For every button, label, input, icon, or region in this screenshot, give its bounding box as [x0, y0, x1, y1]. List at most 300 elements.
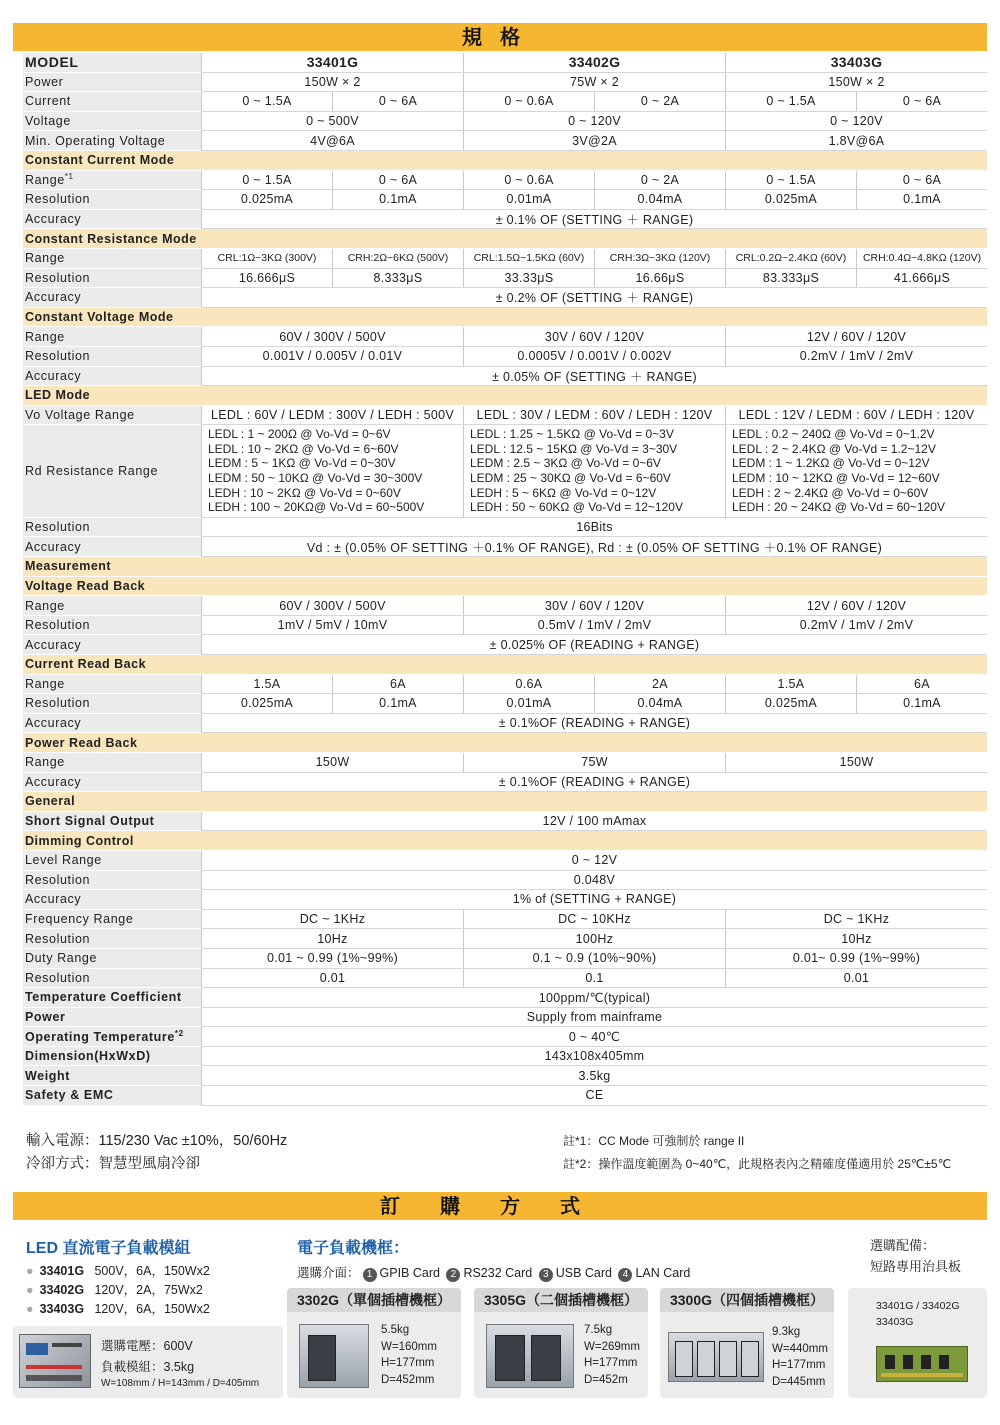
row-label — [23, 112, 201, 132]
row-label — [23, 518, 201, 538]
order-banner: 訂購方式 — [13, 1192, 987, 1220]
spec-row-cv-acc — [23, 367, 987, 387]
row-label — [23, 969, 201, 989]
row-label-text: Accuracy — [25, 368, 82, 383]
model-name: 33401G — [39, 1264, 85, 1278]
cell-value: 30V / 60V / 120V — [463, 327, 725, 347]
cell-value: 0 ~ 2A — [594, 171, 725, 191]
row-label — [23, 675, 201, 695]
row-label-text: Accuracy — [25, 212, 82, 227]
cell-value: 0.025mA — [725, 190, 856, 210]
cell-value: 4V@6A — [201, 131, 463, 151]
cell-value: 8.333μS — [332, 269, 463, 289]
led-module-list — [26, 1262, 210, 1319]
cell-value: 2A — [594, 675, 725, 695]
row-label-text: Weight — [25, 1068, 71, 1083]
row-label — [23, 635, 201, 655]
spec-banner: 規格 — [13, 23, 987, 51]
cell-value: 150W — [201, 753, 463, 773]
row-label-text: Resolution — [25, 970, 91, 985]
cell-value: ± 0.1%OF (READING + RANGE) — [201, 714, 987, 734]
rd-range-line: LEDM : 50 ~ 10KΩ @ Vo-Vd = 30~300V — [208, 471, 423, 486]
list-item: ● 33403G 120V，6A，150Wx2 — [26, 1302, 210, 1316]
row-label — [23, 616, 201, 636]
cell-value: 0.1mA — [856, 694, 987, 714]
rd-range-line: LEDL : 12.5 ~ 15KΩ @ Vo-Vd = 3~30V — [470, 441, 678, 456]
row-label-text: Operating Temperature — [25, 1030, 175, 1045]
module-weight: 負載模組：3.5kg — [101, 1360, 195, 1374]
frame-height: H=177mm — [381, 1357, 435, 1369]
row-label — [23, 537, 201, 557]
cell-value: 12V / 60V / 120V — [725, 327, 987, 347]
row-label — [23, 288, 201, 308]
row-label — [23, 406, 201, 426]
spec-row-meas-title — [23, 557, 987, 577]
cell-value: 0 ~ 6A — [332, 171, 463, 191]
frame-depth: D=445mm — [772, 1375, 826, 1388]
accessory-card — [848, 1288, 987, 1398]
row-label-text: Dimension(HxWxD) — [25, 1049, 151, 1064]
row-label-text: Accuracy — [25, 290, 82, 305]
cell-value: CRL:1.5Ω~1.5KΩ (60V) — [463, 249, 594, 269]
frame-depth: D=452mm — [381, 1373, 435, 1386]
cell-value: DC ~ 1KHz — [201, 910, 463, 930]
cell-value: 0.001V / 0.005V / 0.01V — [201, 347, 463, 367]
frame-weight: 7.5kg — [584, 1324, 613, 1336]
row-label-text: Resolution — [25, 349, 91, 364]
cell-value: 0 ~ 1.5A — [201, 171, 332, 191]
cell-value: 0.1mA — [332, 190, 463, 210]
rd-range-line: LEDL : 0.2 ~ 240Ω @ Vo-Vd = 0~1.2V — [732, 427, 935, 442]
spec-row-cv-range — [23, 327, 987, 347]
row-label-text: Rd Resistance Range — [25, 464, 158, 479]
cell-value: 60V / 300V / 500V — [201, 596, 463, 616]
row-label — [23, 851, 201, 871]
cell-value: 0.01mA — [463, 694, 594, 714]
spec-row-vrb-title — [23, 577, 987, 597]
model-spec: 120V，2A，75Wx2 — [94, 1283, 203, 1297]
cell-value: 0 ~ 500V — [201, 112, 463, 132]
cell-value: ± 0.025% OF (READING + RANGE) — [201, 635, 987, 655]
row-label — [23, 773, 201, 793]
cell-value: Vd : ± (0.05% OF SETTING ＋0.1% OF RANGE), Rd : ± (0.05% OF SETTING ＋0.1% OF RANGE) — [201, 537, 987, 557]
row-label-text: Resolution — [25, 931, 91, 946]
cell-value: 0 ~ 6A — [856, 92, 987, 112]
cell-value: LEDL : 60V / LEDM : 300V / LEDH : 500V — [201, 406, 463, 426]
row-label-text: Current — [25, 94, 71, 109]
interface-options — [297, 1263, 690, 1282]
spec-row-crb-range — [23, 675, 987, 695]
cell-value: CRL:0.2Ω~2.4KΩ (60V) — [725, 249, 856, 269]
cell-value: CE — [201, 1086, 987, 1106]
cell-value: 150W × 2 — [201, 73, 463, 93]
cell-value: 100ppm/℃(typical) — [201, 988, 987, 1008]
spec-row-prb-acc — [23, 773, 987, 793]
spec-row-cr-acc — [23, 288, 987, 308]
cell-value: 16Bits — [201, 518, 987, 538]
cell-value: LEDL : 30V / LEDM : 60V / LEDH : 120V — [463, 406, 725, 426]
cell-value: 60V / 300V / 500V — [201, 327, 463, 347]
cell-value: 1.8V@6A — [725, 131, 987, 151]
cell-value: 1mV / 5mV / 10mV — [201, 616, 463, 636]
cell-value: 0.025mA — [201, 694, 332, 714]
cell-value: 0.048V — [201, 871, 987, 891]
cell-value: 10Hz — [725, 929, 987, 949]
cell-value: 30V / 60V / 120V — [463, 596, 725, 616]
row-label-text: Duty Range — [25, 951, 98, 966]
cell-value: 0.5mV / 1mV / 2mV — [463, 616, 725, 636]
frame-card-3305g — [474, 1288, 648, 1398]
row-label-text: Range — [25, 329, 65, 344]
spec-row-minop — [23, 131, 987, 151]
module-dimension: W=108mm / H=143mm / D=405mm — [101, 1378, 260, 1389]
spec-row-pw — [23, 1008, 987, 1028]
row-label — [23, 190, 201, 210]
section-title: General — [23, 792, 987, 812]
cell-value: 0 ~ 6A — [856, 171, 987, 191]
row-label — [23, 1008, 201, 1028]
rd-range-cell — [201, 425, 463, 518]
cell-value: 0.2mV / 1mV / 2mV — [725, 616, 987, 636]
spec-row-power — [23, 73, 987, 93]
row-label-text: Short Signal Output — [25, 814, 155, 829]
notes-left — [26, 1130, 287, 1176]
frame-weight: 9.3kg — [772, 1326, 801, 1338]
cell-value: 3V@2A — [463, 131, 725, 151]
spec-row-prb-range — [23, 753, 987, 773]
cell-value: 3.5kg — [201, 1066, 987, 1086]
footnote-mark: *1 — [64, 172, 74, 182]
cell-value: 0.01 ~ 0.99 (1%~99%) — [201, 949, 463, 969]
cell-value: DC ~ 1KHz — [725, 910, 987, 930]
section-title: Power Read Back — [23, 733, 987, 753]
row-label — [23, 73, 201, 93]
spec-row-rd-range — [23, 425, 987, 518]
spec-row-crb-title — [23, 655, 987, 675]
model-header: 33403G — [725, 53, 987, 73]
cell-value: 6A — [332, 675, 463, 695]
cell-value: 0.01 — [201, 969, 463, 989]
rd-range-line: LEDH : 100 ~ 20KΩ@ Vo-Vd = 60~500V — [208, 500, 425, 515]
row-label-text: Accuracy — [25, 637, 82, 652]
spec-row-gen-title — [23, 792, 987, 812]
cell-value: 0.1mA — [856, 190, 987, 210]
number-badge: 2 — [446, 1268, 460, 1282]
number-badge: 1 — [363, 1268, 377, 1282]
frame-title: 電子負載機框： — [297, 1240, 410, 1257]
cell-value: 75W — [463, 753, 725, 773]
rd-range-cell — [463, 425, 725, 518]
row-label — [23, 949, 201, 969]
row-label-text: Frequency Range — [25, 912, 134, 927]
cell-value: 0 ~ 2A — [594, 92, 725, 112]
spec-row-lvl-res — [23, 871, 987, 891]
cell-value: Supply from mainframe — [201, 1008, 987, 1028]
frame-width: W=269mm — [584, 1340, 640, 1353]
spec-row-led-title — [23, 386, 987, 406]
section-title: Measurement — [23, 557, 987, 577]
spec-row-vrb-range — [23, 596, 987, 616]
row-label — [23, 812, 201, 832]
row-label-text: Accuracy — [25, 774, 82, 789]
cell-value: 83.333μS — [725, 269, 856, 289]
spec-table — [23, 53, 987, 1106]
cell-value: 150W × 2 — [725, 73, 987, 93]
row-label-text: Accuracy — [25, 892, 82, 907]
row-label-text: Resolution — [25, 696, 91, 711]
cell-value: 0 ~ 0.6A — [463, 171, 594, 191]
cell-value: 0 ~ 1.5A — [201, 92, 332, 112]
footnote-mark: *2 — [174, 1029, 184, 1038]
rd-range-line: LEDH : 50 ~ 60KΩ @ Vo-Vd = 12~120V — [470, 500, 683, 515]
frame-weight: 5.5kg — [381, 1324, 410, 1336]
accessory-model: 33401G / 33402G — [876, 1300, 960, 1312]
cell-value: 1.5A — [201, 675, 332, 695]
section-title: Dimming Control — [23, 831, 987, 851]
row-label — [23, 871, 201, 891]
cell-value: 0 ~ 120V — [463, 112, 725, 132]
fixture-board-image — [876, 1346, 968, 1382]
row-label — [23, 1086, 201, 1106]
note-1: 註*1：CC Mode 可強制於 range II — [563, 1134, 745, 1148]
row-label-text: Safety & EMC — [25, 1088, 114, 1103]
cell-value: 75W × 2 — [463, 73, 725, 93]
model-header-label: MODEL — [23, 53, 201, 73]
spec-row-freq — [23, 910, 987, 930]
cell-value: ± 0.05% OF (SETTING ＋ RANGE) — [201, 367, 987, 387]
spec-row-safety — [23, 1086, 987, 1106]
cooling-note: 冷卻方式：智慧型風扇冷卻 — [26, 1156, 200, 1172]
model-spec: 120V，6A，150Wx2 — [94, 1302, 210, 1316]
rd-range-cell — [725, 425, 987, 518]
accessory-model: 33403G — [876, 1316, 914, 1328]
cell-value: 0.025mA — [725, 694, 856, 714]
row-label-text: Range — [25, 251, 65, 266]
frame-width: W=440mm — [772, 1342, 828, 1355]
spec-row-lvl — [23, 851, 987, 871]
row-label-text: Range — [25, 598, 65, 613]
rd-range-line: LEDL : 2 ~ 2.4KΩ @ Vo-Vd = 1.2~12V — [732, 441, 936, 456]
row-label-text: Range — [25, 173, 65, 188]
spec-row-cc-acc — [23, 210, 987, 230]
chassis-image — [668, 1332, 764, 1382]
accessory-item: 短路專用治具板 — [870, 1259, 962, 1274]
row-label — [23, 92, 201, 112]
interface-rs232: RS232 Card — [463, 1266, 533, 1280]
cell-value: CRL:1Ω~3KΩ (300V) — [201, 249, 332, 269]
rd-range-line: LEDL : 1.25 ~ 1.5KΩ @ Vo-Vd = 0~3V — [470, 427, 674, 442]
cell-value: 41.666μS — [856, 269, 987, 289]
spec-row-sso — [23, 812, 987, 832]
cell-value: 0.2mV / 1mV / 2mV — [725, 347, 987, 367]
row-label-text: Range — [25, 755, 65, 770]
note-2: 註*2：操作溫度範圍為 0~40℃，此規格表內之精確度僅適用於 25℃±5℃ — [563, 1157, 952, 1171]
rd-range-line: LEDM : 1 ~ 1.2KΩ @ Vo-Vd = 0~12V — [732, 456, 930, 471]
number-badge: 4 — [618, 1268, 632, 1282]
cell-value: 0.04mA — [594, 190, 725, 210]
module-card — [13, 1326, 283, 1398]
section-title: Voltage Read Back — [23, 577, 987, 597]
row-label-text: Resolution — [25, 270, 91, 285]
row-label — [23, 910, 201, 930]
section-title: Constant Resistance Mode — [23, 229, 987, 249]
cell-value: 12V / 60V / 120V — [725, 596, 987, 616]
spec-row-duty — [23, 949, 987, 969]
interface-lan: LAN Card — [635, 1266, 691, 1280]
cell-value: 0.01mA — [463, 190, 594, 210]
spec-row-crb-res — [23, 694, 987, 714]
frame-card-title: 3300G（四個插槽機框） — [660, 1288, 834, 1312]
cell-value: 10Hz — [201, 929, 463, 949]
cell-value: 0 ~ 120V — [725, 112, 987, 132]
spec-row-voltage — [23, 112, 987, 132]
spec-row-led-acc — [23, 537, 987, 557]
accessory-title: 選購配備： — [870, 1238, 936, 1253]
row-label-text: Accuracy — [25, 539, 82, 554]
rd-range-line: LEDH : 20 ~ 24KΩ @ Vo-Vd = 60~120V — [732, 500, 945, 515]
row-label — [23, 714, 201, 734]
spec-row-opt — [23, 1027, 987, 1047]
spec-row-tc — [23, 988, 987, 1008]
row-label — [23, 347, 201, 367]
cell-value: DC ~ 10KHz — [463, 910, 725, 930]
input-power-note: 輸入電源：115/230 Vac ±10%，50/60Hz — [26, 1133, 288, 1149]
row-label-text: Resolution — [25, 872, 91, 887]
cell-value: 33.33μS — [463, 269, 594, 289]
cell-value: CRH:3Ω~3KΩ (120V) — [594, 249, 725, 269]
model-header: 33402G — [463, 53, 725, 73]
row-label — [23, 1047, 201, 1067]
spec-row-cc-range — [23, 171, 987, 191]
cell-value: 0 ~ 0.6A — [463, 92, 594, 112]
row-label-text: Range — [25, 676, 65, 691]
cell-value: 0 ~ 1.5A — [725, 92, 856, 112]
rd-range-line: LEDM : 5 ~ 1KΩ @ Vo-Vd = 0~30V — [208, 456, 396, 471]
row-label-text: Accuracy — [25, 716, 82, 731]
module-image — [19, 1334, 91, 1388]
chassis-image — [486, 1324, 574, 1388]
chassis-image — [299, 1324, 369, 1388]
row-label — [23, 988, 201, 1008]
cell-value: 16.66μS — [594, 269, 725, 289]
rd-range-line: LEDM : 2.5 ~ 3KΩ @ Vo-Vd = 0~6V — [470, 456, 661, 471]
frame-depth: D=452m — [584, 1373, 628, 1386]
spec-row-current — [23, 92, 987, 112]
row-label-text: Vo Voltage Range — [25, 407, 135, 422]
spec-row-cv-res — [23, 347, 987, 367]
frame-height: H=177mm — [584, 1357, 638, 1369]
cell-value: LEDL : 12V / LEDM : 60V / LEDH : 120V — [725, 406, 987, 426]
cell-value: 100Hz — [463, 929, 725, 949]
model-name: 33403G — [39, 1302, 85, 1316]
spec-row-lvl-acc — [23, 890, 987, 910]
cell-value: CRH:0.4Ω~4.8KΩ (120V) — [856, 249, 987, 269]
row-label-text: Voltage — [25, 114, 71, 129]
model-name: 33402G — [39, 1283, 85, 1297]
row-label — [23, 929, 201, 949]
row-label-text: Resolution — [25, 192, 91, 207]
spec-row-vrb-acc — [23, 635, 987, 655]
frame-card-3302g — [287, 1288, 461, 1398]
list-item: ● 33401G 500V，6A，150Wx2 — [26, 1264, 210, 1278]
cell-value: 0.0005V / 0.001V / 0.002V — [463, 347, 725, 367]
spec-row-prb-title — [23, 733, 987, 753]
cell-value: CRH:2Ω~6KΩ (500V) — [332, 249, 463, 269]
spec-row-dim-title — [23, 831, 987, 851]
rd-range-line: LEDM : 10 ~ 12KΩ @ Vo-Vd = 12~60V — [732, 471, 940, 486]
section-title: Constant Current Mode — [23, 151, 987, 171]
row-label-text: Resolution — [25, 618, 91, 633]
row-label — [23, 1027, 201, 1047]
row-label — [23, 171, 201, 191]
row-label-text: Power — [25, 1009, 66, 1024]
led-module-title: LED 直流電子負載模組 — [26, 1240, 191, 1257]
rd-range-line: LEDH : 10 ~ 2KΩ @ Vo-Vd = 0~60V — [208, 485, 401, 500]
frame-card-title: 3302G（單個插槽機框） — [287, 1288, 461, 1312]
cell-value: 0.1 ~ 0.9 (10%~90%) — [463, 949, 725, 969]
cell-value: ± 0.1% OF (SETTING ＋ RANGE) — [201, 210, 987, 230]
list-item: ● 33402G 120V，2A，75Wx2 — [26, 1283, 203, 1297]
cell-value: 16.666μS — [201, 269, 332, 289]
cell-value: 1% of (SETTING + RANGE) — [201, 890, 987, 910]
row-label-text: Power — [25, 74, 64, 89]
cell-value: ± 0.2% OF (SETTING ＋ RANGE) — [201, 288, 987, 308]
row-label — [23, 327, 201, 347]
cell-value: ± 0.1%OF (READING + RANGE) — [201, 773, 987, 793]
interface-gpib: GPIB Card — [379, 1266, 440, 1280]
row-label — [23, 367, 201, 387]
row-label — [23, 1066, 201, 1086]
row-label-text: Resolution — [25, 520, 91, 535]
cell-value: 0.6A — [463, 675, 594, 695]
spec-row-cc-res — [23, 190, 987, 210]
spec-row-led-res — [23, 518, 987, 538]
rd-range-line: LEDH : 2 ~ 2.4KΩ @ Vo-Vd = 0~60V — [732, 485, 929, 500]
row-label-text: Min. Operating Voltage — [25, 133, 166, 148]
interface-usb: USB Card — [555, 1266, 612, 1280]
row-label — [23, 694, 201, 714]
row-label-text: Temperature Coefficient — [25, 990, 182, 1005]
spec-row-cr-title — [23, 229, 987, 249]
frame-height: H=177mm — [772, 1359, 826, 1371]
rd-range-line: LEDL : 10 ~ 2KΩ @ Vo-Vd = 6~60V — [208, 441, 399, 456]
module-voltage-option: 選購電壓：600V — [101, 1339, 193, 1353]
row-label-text: Level Range — [25, 853, 102, 868]
cell-value: 143x108x405mm — [201, 1047, 987, 1067]
spec-row-wt — [23, 1066, 987, 1086]
model-header: 33401G — [201, 53, 463, 73]
cell-value: 0 ~ 12V — [201, 851, 987, 871]
row-label — [23, 596, 201, 616]
spec-row-dimn — [23, 1047, 987, 1067]
cell-value: 6A — [856, 675, 987, 695]
frame-card-title: 3305G（二個插槽機框） — [474, 1288, 648, 1312]
rd-range-line: LEDL : 1 ~ 200Ω @ Vo-Vd = 0~6V — [208, 427, 391, 442]
spec-row-vo-range — [23, 406, 987, 426]
cell-value: 0 ~ 40℃ — [201, 1027, 987, 1047]
cell-value: 0 ~ 1.5A — [725, 171, 856, 191]
row-label — [23, 210, 201, 230]
cell-value: 0.025mA — [201, 190, 332, 210]
row-label — [23, 131, 201, 151]
cell-value: 0.01 — [725, 969, 987, 989]
spec-row-cv-title — [23, 308, 987, 328]
frame-width: W=160mm — [381, 1340, 437, 1353]
cell-value: 150W — [725, 753, 987, 773]
rd-range-line: LEDH : 5 ~ 6KΩ @ Vo-Vd = 0~12V — [470, 485, 657, 500]
cell-value: 1.5A — [725, 675, 856, 695]
spec-row-duty-res — [23, 969, 987, 989]
